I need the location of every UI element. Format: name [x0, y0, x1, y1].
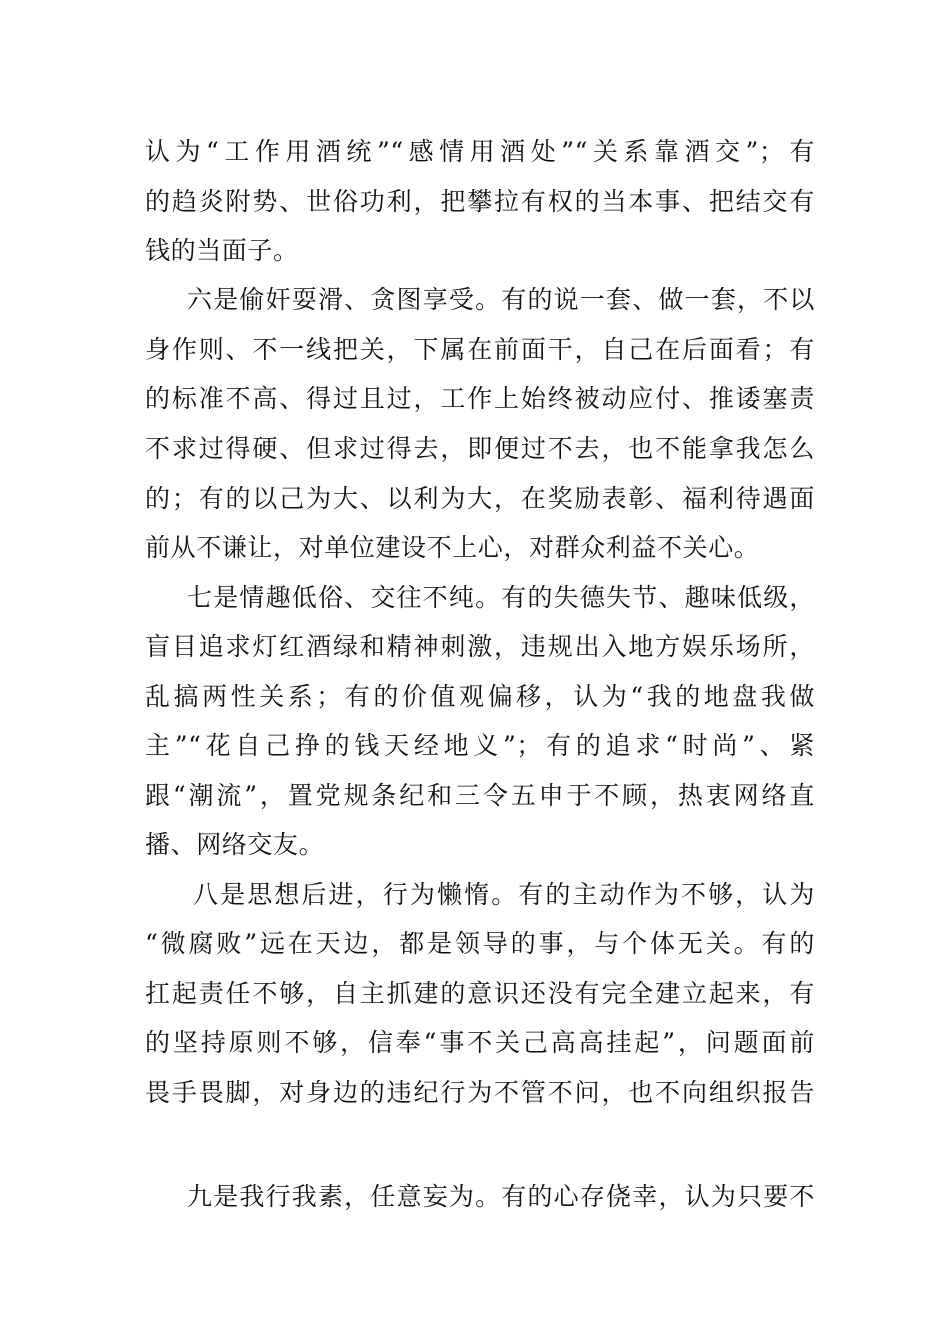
text-line: 畏手畏脚，对身边的违纪行为不管不问，也不向组织报告 — [145, 1078, 815, 1107]
text-line: 的坚持原则不够，信奉“事不关己高高挂起”，问题面前 — [145, 1028, 815, 1057]
text-line: 乱搞两性关系；有的价值观偏移，认为“我的地盘我做 — [145, 682, 815, 711]
paragraph-heading-line: 七是情趣低俗、交往不纯。有的失德失节、趣味低级， — [187, 583, 815, 612]
text-line: 的标准不高、得过且过，工作上始终被动应付、推诿塞责 — [145, 384, 815, 413]
text-line: 认为“工作用酒统”“感情用酒处”“关系靠酒交”；有 — [145, 137, 815, 166]
paragraph-heading-line: 六是偷奸耍滑、贪图享受。有的说一套、做一套，不以 — [187, 285, 815, 314]
text-line: 播、网络交友。 — [145, 830, 325, 859]
text-line: “微腐败”远在天边，都是领导的事，与个体无关。有的 — [145, 929, 815, 958]
text-line: 盲目追求灯红酒绿和精神刺激，违规出入地方娱乐场所， — [145, 632, 815, 661]
paragraph-heading-line: 八是思想后进，行为懒惰。有的主动作为不够，认为 — [193, 880, 815, 909]
text-line: 前从不谦让，对单位建设不上心，对群众利益不关心。 — [145, 533, 760, 562]
text-line: 不求过得硬、但求过得去，即便过不去，也不能拿我怎么 — [145, 434, 815, 463]
text-line: 扛起责任不够，自主抓建的意识还没有完全建立起来，有 — [145, 979, 815, 1008]
text-line: 跟“潮流”，置党规条纪和三令五申于不顾，热衷网络直 — [145, 781, 815, 810]
text-line: 身作则、不一线把关，下属在前面干，自己在后面看；有 — [145, 335, 815, 364]
text-line: 钱的当面子。 — [145, 236, 299, 265]
text-line: 主”“花自己挣的钱天经地义”；有的追求“时尚”、紧 — [145, 731, 815, 760]
paragraph-heading-line: 九是我行我素，任意妄为。有的心存侥幸，认为只要不 — [187, 1182, 815, 1211]
text-line: 的；有的以己为大、以利为大，在奖励表彰、福利待遇面 — [145, 484, 815, 513]
text-line: 的趋炎附势、世俗功利，把攀拉有权的当本事、把结交有 — [145, 187, 815, 216]
